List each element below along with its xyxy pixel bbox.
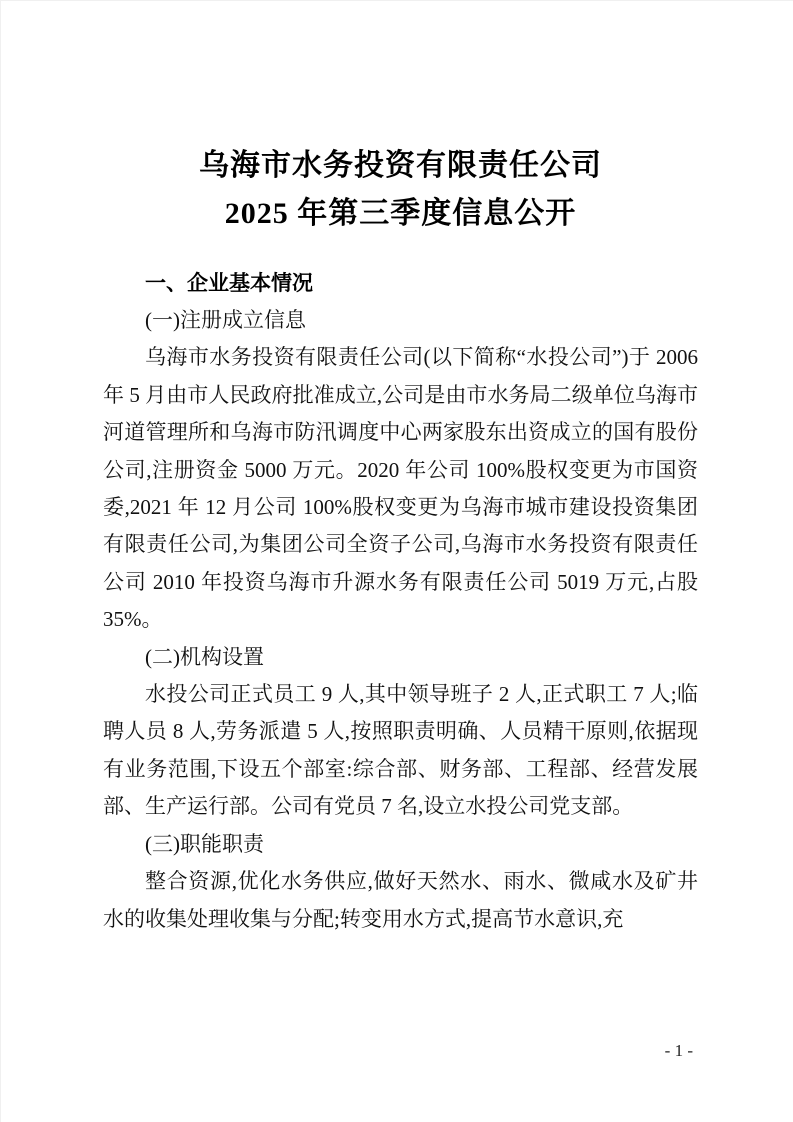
title-line-1: 乌海市水务投资有限责任公司: [199, 149, 602, 182]
paragraph-registration-info: 乌海市水务投资有限责任公司(以下简称“水投公司”)于 2006 年 5 月由市人民政府批准成立,公司是由市水务局二级单位乌海市河道管理所和乌海市防汛调度中心两家股东出资成立的国有股份公司,注册资金 5000 万元。2020 年公司 100%股权变更为市国资委,2021 年 12 月公司 100%股权变更为乌海市城市建设投资集团有限责任公司,为集团公司全资子公司,乌海市水务投资有限责任公司 2010 年投资乌海市升源水务有限责任公司 5019 万元,占股 35%。: [103, 345, 698, 632]
paragraph-functions-duties: 整合资源,优化水务供应,做好天然水、雨水、微咸水及矿井水的收集处理收集与分配;转变用水方式,提高节水意识,充: [103, 869, 698, 931]
subheading-registration-info: (一)注册成立信息: [145, 308, 306, 332]
subheading-organization-setup: (二)机构设置: [145, 644, 264, 669]
section-heading-company-basics: 一、企业基本情况: [145, 272, 313, 295]
document-title: [103, 142, 698, 238]
page-number: - 1 -: [664, 1041, 693, 1060]
paragraph-organization-setup: 水投公司正式员工 9 人,其中领导班子 2 人,正式职工 7 人;临聘人员 8 人,劳务派遣 5 人,按照职责明确、人员精干原则,依据现有业务范围,下设五个部室:综合部、财务部、工程部、经营发展部、生产运行部。公司有党员 7 名,设立水投公司党支部。: [103, 682, 698, 819]
section-body: [103, 302, 698, 938]
title-line-2: 2025 年第三季度信息公开: [224, 197, 577, 230]
subheading-functions-duties: (三)职能职责: [145, 831, 264, 856]
document-content: [103, 1, 698, 938]
